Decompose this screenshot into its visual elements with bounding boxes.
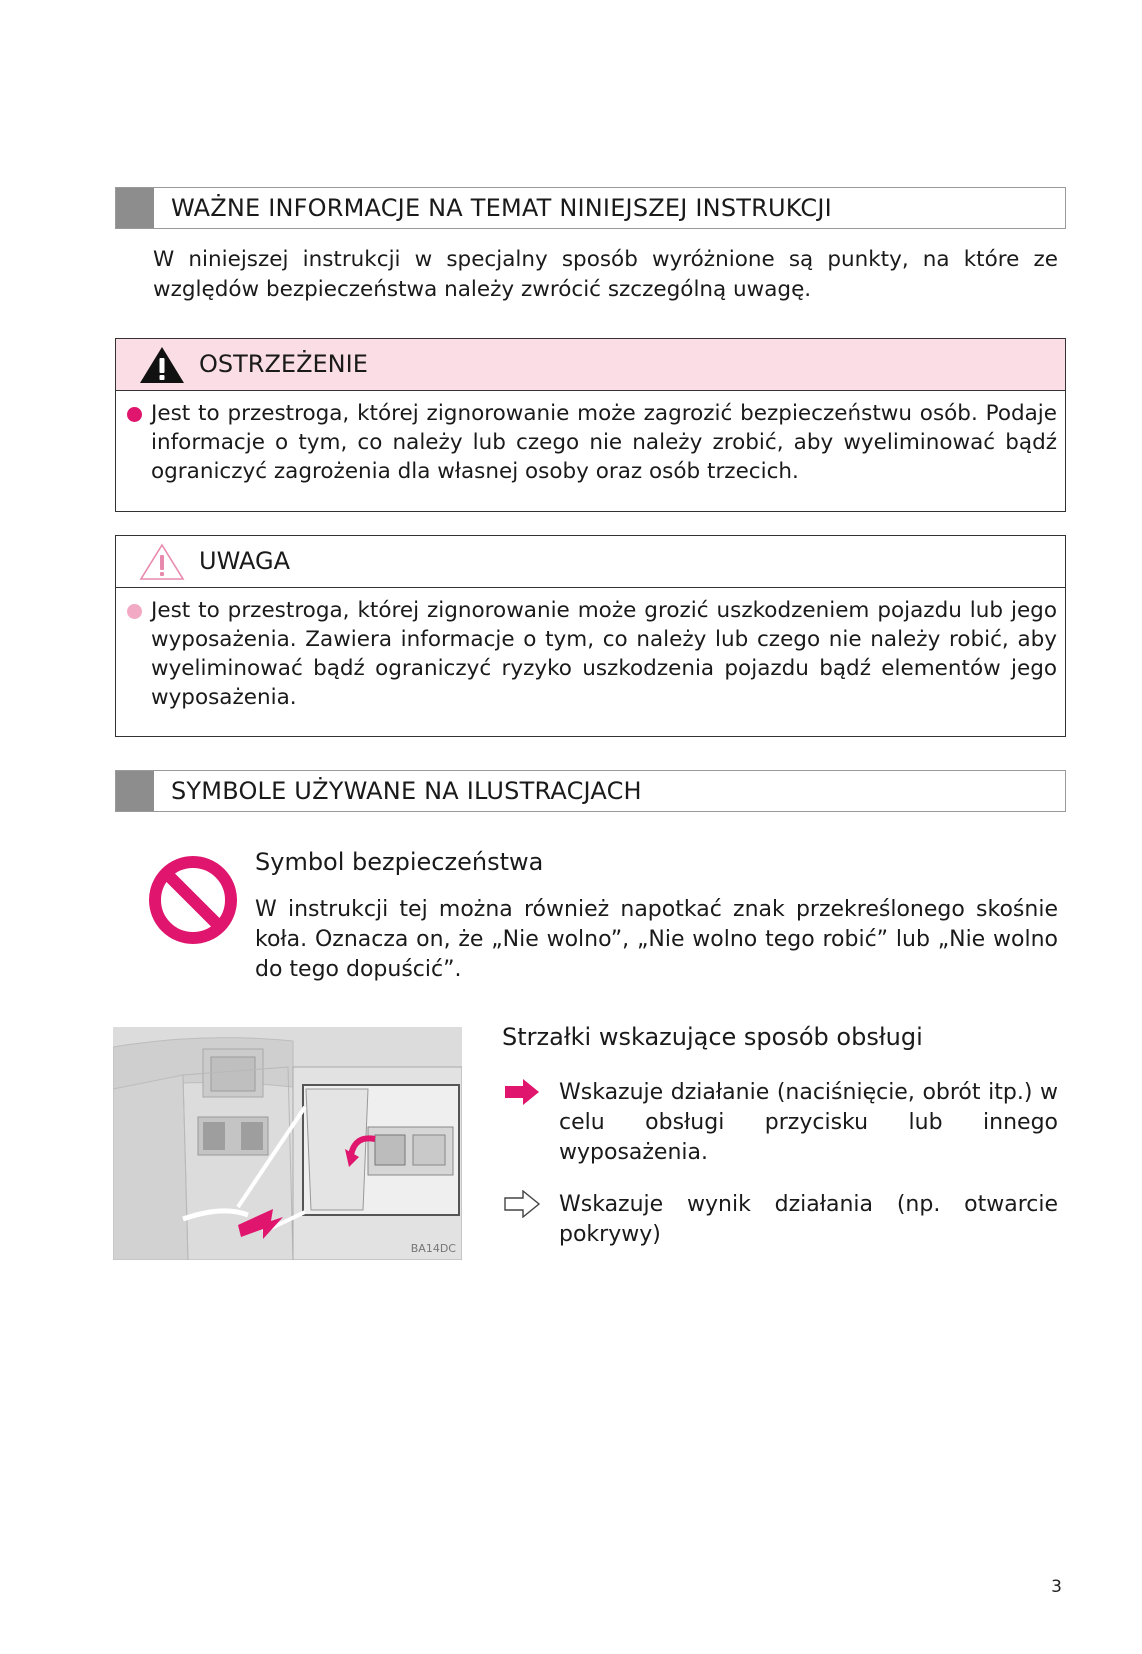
solid-arrow-icon bbox=[503, 1078, 541, 1106]
warning-triangle-icon bbox=[138, 345, 186, 385]
intro-paragraph: W niniejszej instrukcji w specjalny sposób wyróżnione są punkty, na które ze względów bezpieczeństwa należy zwrócić szczególną uwagę. bbox=[153, 247, 1058, 302]
warning-body bbox=[116, 391, 1065, 486]
section-header-tab bbox=[116, 771, 154, 811]
caution-box bbox=[115, 535, 1066, 737]
page-number: 3 bbox=[1051, 1577, 1062, 1597]
warning-header bbox=[116, 339, 1065, 391]
illustration-car-console bbox=[113, 1027, 462, 1260]
section-header-important-info bbox=[115, 187, 1066, 229]
section-header-tab bbox=[116, 188, 154, 228]
caution-bullet-icon bbox=[127, 604, 142, 619]
warning-bullet-icon bbox=[127, 407, 142, 422]
prohibition-icon bbox=[148, 855, 238, 945]
arrow-action-text: Wskazuje działanie (naciśnięcie, obrót itp.) w celu obsługi przycisku lub innego wyposażenia. bbox=[559, 1080, 1058, 1165]
arrows-title: Strzałki wskazujące sposób obsługi bbox=[502, 1023, 923, 1051]
caution-triangle-icon bbox=[138, 542, 186, 582]
caution-text: Jest to przestroga, której zignorowanie może grozić uszkodzeniem pojazdu lub jego wyposażenia. Zawiera informacje o tym, co należy lub czego nie należy robić, aby wyeliminować bądź ograniczyć ryzyko uszkodzenia pojazdu bądź elementów jego wyposażenia. bbox=[151, 598, 1057, 710]
caution-header bbox=[116, 536, 1065, 588]
caution-title: UWAGA bbox=[199, 547, 290, 575]
safety-symbol-text: W instrukcji tej można również napotkać znak przekreślonego skośnie koła. Oznacza on, że „Nie wolno”, „Nie wolno tego robić” lub „Nie wolno do tego dopuścić”. bbox=[255, 897, 1058, 982]
warning-text: Jest to przestroga, której zignorowanie może zagrozić bezpieczeństwu osób. Podaje informacje o tym, co należy lub czego nie należy zrobić, aby wyeliminować bądź ograniczyć zagrożenia dla własnej osoby oraz osób trzecich. bbox=[151, 401, 1057, 484]
section-title: SYMBOLE UŻYWANE NA ILUSTRACJACH bbox=[171, 777, 642, 805]
caution-body bbox=[116, 588, 1065, 712]
warning-box bbox=[115, 338, 1066, 512]
warning-title: OSTRZEŻENIE bbox=[199, 350, 368, 378]
section-header-symbols bbox=[115, 770, 1066, 812]
arrow-result-text: Wskazuje wynik działania (np. otwarcie pokrywy) bbox=[559, 1192, 1058, 1247]
illustration-code: BA14DC bbox=[410, 1242, 456, 1255]
outline-arrow-icon bbox=[503, 1190, 541, 1218]
safety-symbol-title: Symbol bezpieczeństwa bbox=[255, 848, 544, 876]
section-title: WAŻNE INFORMACJE NA TEMAT NINIEJSZEJ INSTRUKCJI bbox=[171, 194, 832, 222]
